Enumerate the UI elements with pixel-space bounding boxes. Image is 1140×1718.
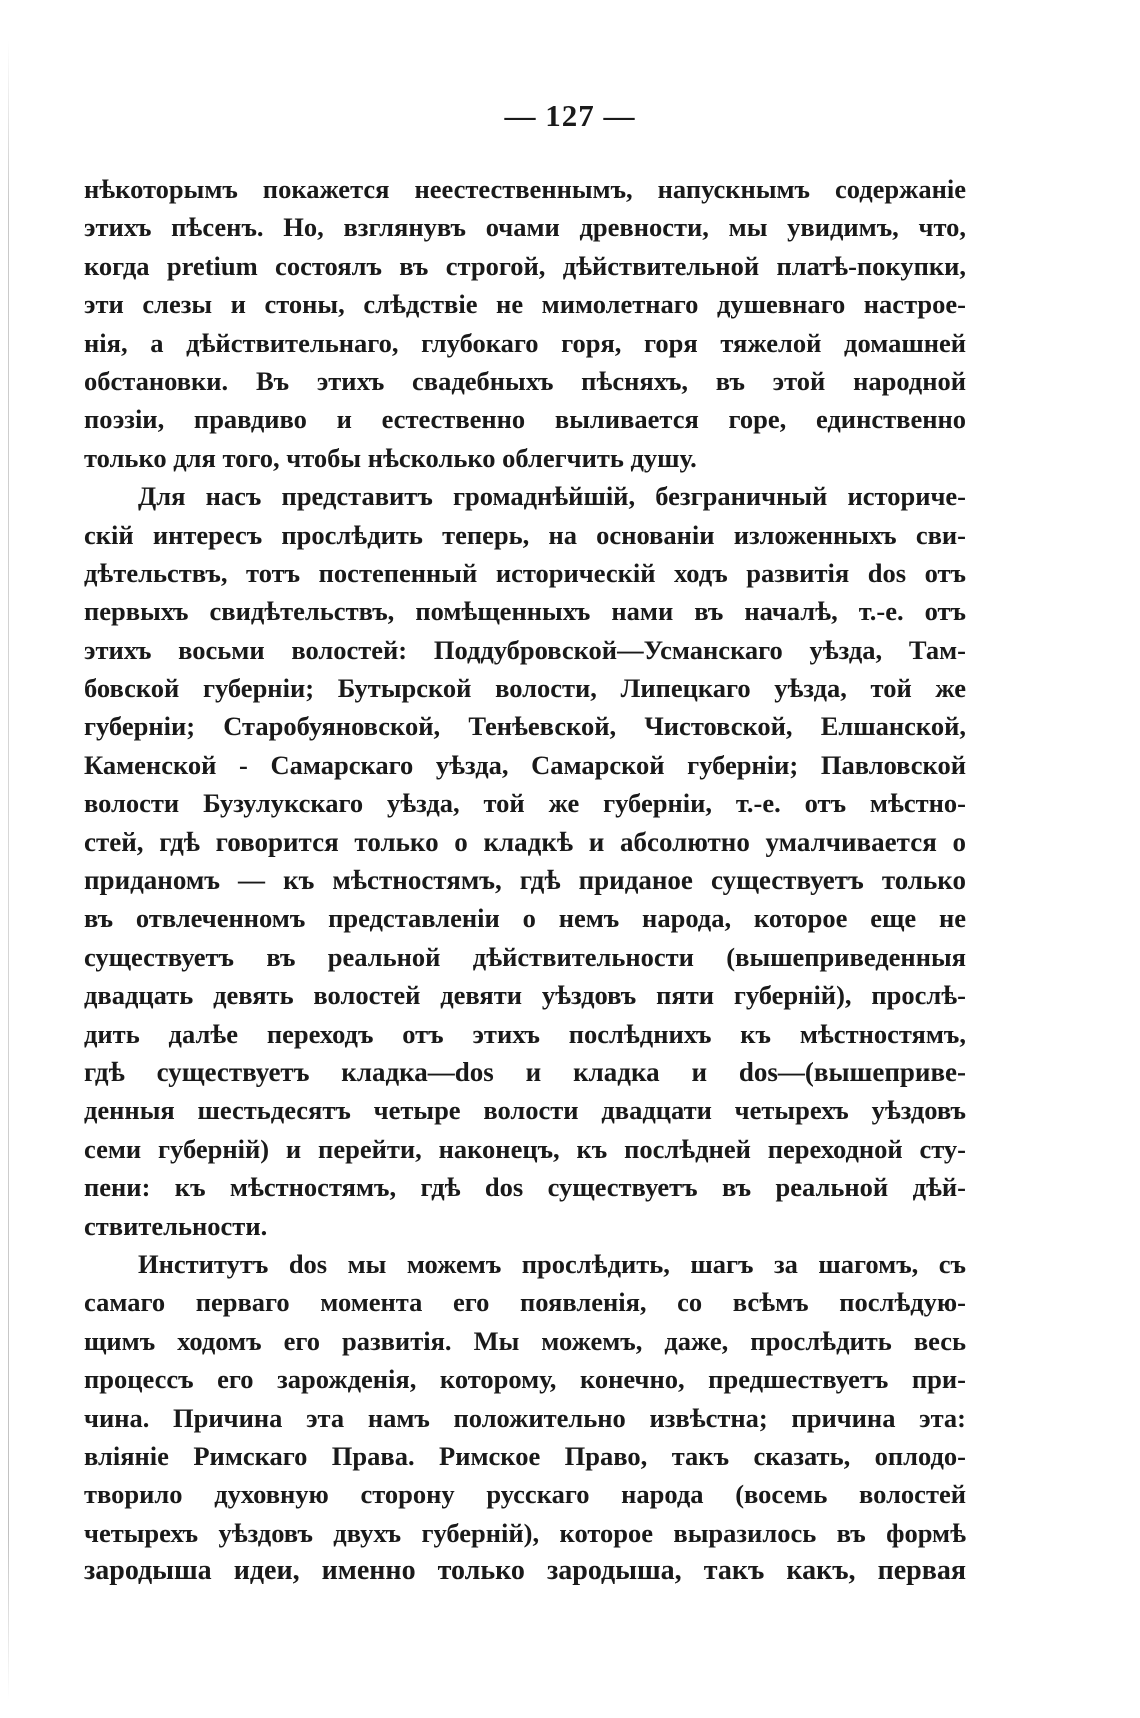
text-line: первыхъ свидѣтельствъ, помѣщенныхъ нами въ началѣ, т.-е. отъ: [84, 596, 966, 627]
text-line: самаго перваго момента его появленія, со всѣмъ послѣдую-: [84, 1287, 966, 1318]
text-line: процессъ его зарожденія, которому, конечно, предшествуетъ при-: [84, 1364, 966, 1395]
text-line: вліяніе Римскаго Права. Римское Право, такъ сказать, оплодо-: [84, 1440, 966, 1471]
text-line: этихъ восьми волостей: Поддубровской—Усманскаго уѣзда, Там-: [84, 634, 966, 665]
page-edge-line: [8, 40, 9, 1700]
text-line: приданомъ — къ мѣстностямъ, гдѣ приданое существуетъ только: [84, 865, 966, 896]
text-line: только для того, чтобы нѣсколько облегчить душу.: [84, 442, 697, 473]
paragraph-start-line: Для насъ представитъ громаднѣйшій, безграничный историче-: [138, 481, 966, 512]
text-line: стей, гдѣ говорится только о кладкѣ и абсолютно умалчивается о: [84, 826, 966, 857]
text-line: дѣтельствъ, тотъ постепенный историческій ходъ развитія dos отъ: [84, 557, 966, 588]
body-text: [84, 170, 966, 1590]
paragraph-start-line: Институтъ dos мы можемъ прослѣдить, шагъ за шагомъ, съ: [138, 1248, 966, 1279]
text-line: Каменской - Самарскаго уѣзда, Самарской губерніи; Павловской: [84, 749, 966, 780]
text-line: щимъ ходомъ его развитія. Мы можемъ, даже, прослѣдить весь: [84, 1325, 966, 1356]
text-line: этихъ пѣсенъ. Но, взглянувъ очами древности, мы увидимъ, что,: [84, 212, 966, 243]
text-line: ствительности.: [84, 1210, 268, 1241]
text-line: нія, а дѣйствительнаго, глубокаго горя, горя тяжелой домашней: [84, 327, 966, 358]
text-line: двадцать девять волостей девяти уѣздовъ пяти губерній), прослѣ-: [84, 980, 966, 1011]
text-line: эти слезы и стоны, слѣдствіе не мимолетнаго душевнаго настрое-: [84, 289, 966, 320]
text-line: денныя шестьдесятъ четыре волости двадцати четырехъ уѣздовъ: [84, 1095, 966, 1126]
text-line: творило духовную сторону русскаго народа (восемь волостей: [84, 1479, 966, 1510]
text-line: нѣкоторымъ покажется неестественнымъ, напускнымъ содержаніе: [84, 174, 966, 204]
text-line: чина. Причина эта намъ положительно извѣстна; причина эта:: [84, 1402, 966, 1433]
text-line: волости Бузулукскаго уѣзда, той же губерніи, т.-е. отъ мѣстно-: [84, 788, 966, 819]
text-line: поэзіи, правдиво и естественно выливается горе, единственно: [84, 404, 966, 435]
text-line: дить далѣе переходъ отъ этихъ послѣднихъ къ мѣстностямъ,: [84, 1018, 966, 1049]
text-line: четырехъ уѣздовъ двухъ губерній), которое выразилось въ формѣ: [84, 1517, 966, 1548]
page-number: — 127 —: [504, 98, 636, 133]
text-line: существуетъ въ реальной дѣйствительности (вышеприведенныя: [84, 941, 966, 972]
text-line: скій интересъ прослѣдить теперь, на основаніи изложенныхъ сви-: [84, 519, 966, 550]
text-line: въ отвлеченномъ представленіи о немъ народа, которое еще не: [84, 903, 966, 934]
text-line: гдѣ существуетъ кладка—dos и кладка и dos—(вышеприве-: [84, 1056, 966, 1087]
text-line: зародыша идеи, именно только зародыша, такъ какъ, первая: [84, 1555, 966, 1587]
text-line: когда pretium состоялъ въ строгой, дѣйствительной платѣ-покупки,: [84, 250, 966, 281]
text-line: семи губерній) и перейти, наконецъ, къ послѣдней переходной сту-: [84, 1133, 966, 1164]
text-line: пени: къ мѣстностямъ, гдѣ dos существуетъ въ реальной дѣй-: [84, 1172, 966, 1203]
text-line: бовской губерніи; Бутырской волости, Липецкаго уѣзда, той же: [84, 673, 966, 704]
text-line: обстановки. Въ этихъ свадебныхъ пѣсняхъ, въ этой народной: [84, 365, 966, 396]
text-line: губерніи; Старобуяновской, Тенѣевской, Чистовской, Елшанской,: [84, 711, 966, 742]
